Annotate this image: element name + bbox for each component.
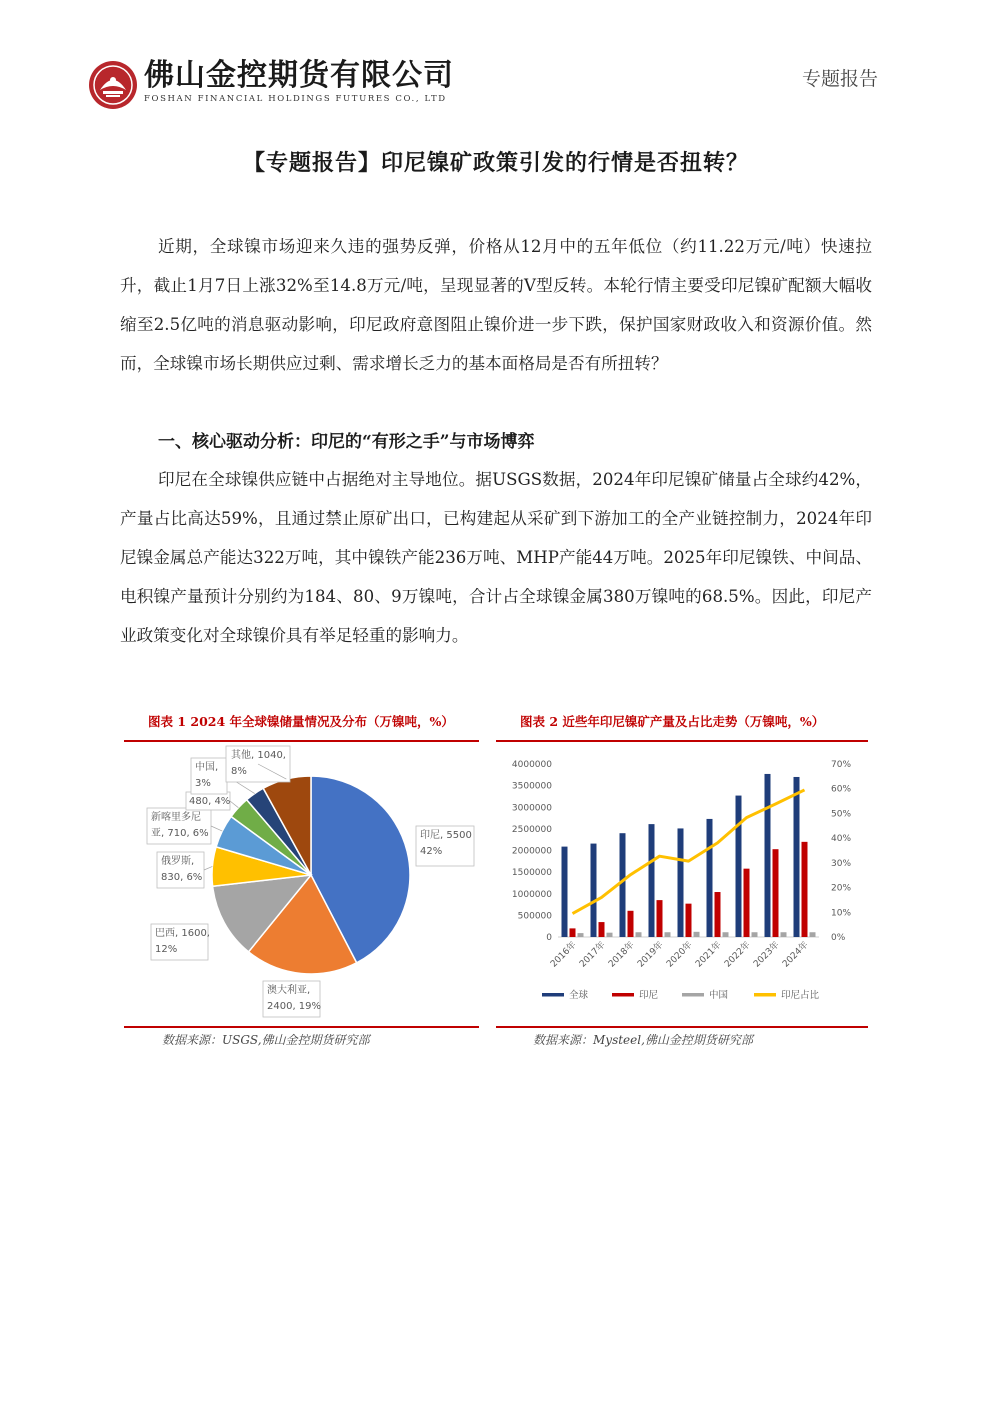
intro-paragraph: 近期，全球镍市场迎来久违的强势反弹，价格从12月中的五年低位（约11.22万元/吨）快速拉升，截止1月7日上涨32%至14.8万元/吨，呈现显著的V型反转。本轮行情主要受印尼镍矿配额大幅收缩至2.5亿吨的消息驱动影响，印尼政府意图阻止镍价进一步下跌，保护国家财政收入和资源价值。然而，全球镍市场长期供应过剩、需求增长乏力的基本面格局是否有所扭转？ (120, 237, 872, 373)
x-axis-tick-label: 2024年 (780, 940, 811, 970)
right-axis-tick-label: 70% (831, 760, 852, 770)
bar-印尼 (628, 911, 634, 937)
bar-印尼 (599, 922, 605, 937)
page-header (88, 58, 878, 112)
bar-全球 (765, 774, 771, 937)
bar-全球 (794, 777, 800, 937)
figure-1-bottom-rule (124, 1026, 479, 1028)
company-name: 佛山金控期货有限公司 (144, 58, 454, 93)
bar-中国 (694, 932, 700, 937)
bar-中国 (810, 932, 816, 937)
legend-label: 全球 (569, 990, 589, 1001)
bar-印尼 (773, 849, 779, 937)
report-type-label: 专题报告 (801, 68, 878, 90)
pie-leader-line (211, 826, 222, 831)
bar-印尼 (570, 928, 576, 937)
bar-全球 (736, 796, 742, 937)
figure-2-title: 图表 2 近些年印尼镍矿产量及占比走势（万镍吨，%） (520, 714, 825, 729)
section-paragraph: 印尼在全球镍供应链中占据绝对主导地位。据USGS数据，2024年印尼镍矿储量占全球约42%，产量占比高达59%，且通过禁止原矿出口，已构建起从采矿到下游加工的全产业链控制力，2024年印尼镍金属总产能达322万吨，其中镍铁产能236万吨、MHP产能44万吨。2025年印尼镍铁、中间品、电积镍产量预计分别约为184、80、9万镍吨，合计占全球镍金属380万镍吨的68.5%。因此，印尼产业政策变化对全球镍价具有举足轻重的影响力。 (120, 470, 872, 645)
pie-slice-label: 中国, 3% (195, 762, 219, 789)
combo-bar-line-chart (496, 744, 868, 1024)
left-axis-tick-label: 3000000 (511, 803, 552, 814)
bar-中国 (665, 932, 671, 937)
legend-label: 印尼 (639, 990, 659, 1001)
bar-全球 (707, 819, 713, 937)
x-axis-tick-label: 2022年 (722, 940, 753, 970)
legend-swatch (612, 993, 634, 997)
legend-swatch (754, 993, 776, 997)
pie-slice-label: 其他, 1040, 8% (231, 750, 286, 777)
left-axis-tick-label: 0 (546, 933, 552, 943)
bar-印尼 (744, 869, 750, 937)
pie-leader-line (230, 801, 238, 808)
bar-印尼 (657, 900, 663, 937)
x-axis-tick-label: 2020年 (664, 940, 695, 970)
pie-slice-label: 俄罗斯, 830, 6% (161, 856, 203, 883)
legend-label: 中国 (709, 990, 729, 1001)
bar-中国 (723, 932, 729, 937)
pie-slice-label: 巴西, 1600, 12% (155, 928, 210, 955)
figure-2-bottom-rule (496, 1026, 868, 1028)
right-axis-tick-label: 60% (831, 784, 852, 795)
right-axis-tick-label: 50% (831, 809, 852, 820)
right-axis-tick-label: 0% (831, 933, 846, 943)
left-axis-tick-label: 500000 (517, 911, 552, 922)
pie-leader-line (204, 866, 212, 870)
document-title: 【专题报告】印尼镍矿政策引发的行情是否扭转？ (242, 150, 749, 176)
x-axis-tick-label: 2018年 (606, 940, 637, 970)
bar-印尼 (686, 904, 692, 937)
company-logo-icon (88, 60, 138, 110)
bar-中国 (636, 932, 642, 937)
pie-slice-label: 澳大利亚, 2400, 19% (267, 985, 322, 1012)
x-axis-tick-label: 2017年 (577, 940, 608, 970)
bar-印尼 (715, 892, 721, 937)
section-heading: 一、核心驱动分析：印尼的“有形之手”与市场博弈 (158, 432, 535, 452)
right-axis-tick-label: 30% (831, 858, 852, 869)
left-axis-tick-label: 1500000 (511, 868, 552, 879)
figure-2-top-rule (496, 740, 868, 742)
pie-slice-label: 新喀里多尼亚, 710, 6% (151, 812, 209, 839)
pie-chart (124, 744, 479, 1024)
bar-全球 (649, 824, 655, 937)
bar-全球 (620, 833, 626, 937)
company-name-english: FOSHAN FINANCIAL HOLDINGS FUTURES CO., LTD (144, 94, 447, 104)
right-axis-tick-label: 20% (831, 883, 852, 894)
pie-slice-label: 480, 4% (189, 796, 231, 807)
figure-1-source: 数据来源：USGS,佛山金控期货研究部 (162, 1033, 370, 1047)
x-axis-tick-label: 2016年 (548, 940, 579, 970)
legend-label: 印尼占比 (781, 990, 820, 1001)
x-axis-tick-label: 2021年 (693, 940, 724, 970)
x-axis-tick-label: 2023年 (751, 940, 782, 970)
left-axis-tick-label: 2500000 (511, 824, 552, 835)
bar-中国 (607, 933, 613, 937)
pie-slice-label: 印尼, 5500 42% (420, 830, 472, 857)
bar-全球 (562, 847, 568, 937)
left-axis-tick-label: 4000000 (511, 760, 552, 770)
bar-中国 (781, 932, 787, 937)
left-axis-tick-label: 3500000 (511, 781, 552, 792)
bar-中国 (752, 932, 758, 937)
legend-swatch (542, 993, 564, 997)
x-axis-tick-label: 2019年 (635, 940, 666, 970)
right-axis-tick-label: 10% (831, 908, 852, 919)
left-axis-tick-label: 2000000 (511, 846, 552, 857)
bar-印尼 (802, 842, 808, 937)
figure-1-title: 图表 1 2024 年全球镍储量情况及分布（万镍吨，%） (148, 714, 454, 729)
legend-swatch (682, 993, 704, 997)
bar-中国 (578, 933, 584, 937)
figure-2-source: 数据来源：Mysteel,佛山金控期货研究部 (533, 1033, 753, 1047)
bar-全球 (591, 844, 597, 937)
bar-全球 (678, 828, 684, 937)
figure-1-top-rule (124, 740, 479, 742)
left-axis-tick-label: 1000000 (511, 889, 552, 900)
right-axis-tick-label: 40% (831, 834, 852, 845)
